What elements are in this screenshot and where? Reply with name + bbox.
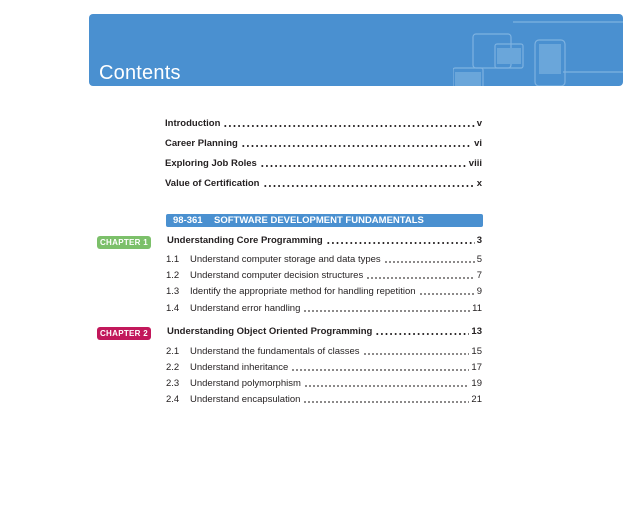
- toc-entry-page: v: [476, 118, 482, 129]
- section-page: 7: [476, 270, 482, 281]
- dot-leader: [260, 165, 467, 167]
- toc-section-2-3[interactable]: [166, 377, 482, 390]
- toc-entry-page: x: [476, 178, 482, 189]
- section-number: 2.1: [166, 346, 180, 357]
- toc-entry-label: Introduction: [165, 118, 221, 129]
- dot-leader: [304, 385, 470, 387]
- toc-entry-label: Career Planning: [165, 138, 238, 149]
- chapter-title: Understanding Core Programming: [167, 235, 323, 246]
- section-page: 15: [471, 346, 482, 357]
- page-title: Contents: [99, 62, 181, 84]
- dot-leader: [363, 353, 470, 355]
- section-number: 1.1: [166, 254, 180, 265]
- toc-entry-label: Exploring Job Roles: [165, 158, 257, 169]
- section-number: 1.4: [166, 303, 180, 314]
- section-title: Understand the fundamentals of classes: [190, 346, 360, 357]
- section-page: 19: [471, 378, 482, 389]
- dot-leader: [419, 293, 475, 295]
- toc-entry-label: Value of Certification: [165, 178, 260, 189]
- toc-chapter-2[interactable]: [167, 325, 482, 338]
- dot-leader: [366, 277, 475, 279]
- chapter-page: 3: [476, 235, 482, 246]
- section-number: 1.3: [166, 286, 180, 297]
- chapter-1-badge: CHAPTER 1: [97, 236, 151, 249]
- toc-section-1-1[interactable]: [166, 253, 482, 266]
- section-title: Understand polymorphism: [190, 378, 301, 389]
- toc-chapter-1[interactable]: [167, 234, 482, 247]
- dot-leader: [303, 310, 470, 312]
- chapter-2-badge: CHAPTER 2: [97, 327, 151, 340]
- section-page: 11: [472, 303, 482, 314]
- dot-leader: [241, 145, 472, 147]
- section-number: 2.2: [166, 362, 180, 373]
- toc-section-2-4[interactable]: [166, 393, 482, 406]
- toc-section-2-2[interactable]: [166, 361, 482, 374]
- section-number: 2.3: [166, 378, 180, 389]
- toc-section-2-1[interactable]: [166, 345, 482, 358]
- exam-code: 98-361: [173, 215, 203, 226]
- toc-entry-introduction[interactable]: [165, 117, 482, 131]
- section-title: Understand computer decision structures: [190, 270, 364, 281]
- section-title: Identify the appropriate method for handling repetition: [190, 286, 416, 297]
- toc-section-1-3[interactable]: [166, 285, 482, 298]
- section-title: Understand computer storage and data types: [190, 254, 381, 265]
- part-header: [166, 214, 483, 227]
- device-outline-decoration-icon: [453, 14, 623, 86]
- toc-entry-page: vi: [474, 138, 482, 149]
- dot-leader: [263, 185, 475, 187]
- section-number: 1.2: [166, 270, 180, 281]
- section-number: 2.4: [166, 394, 180, 405]
- dot-leader: [326, 242, 475, 244]
- toc-section-1-4[interactable]: [166, 302, 482, 315]
- dot-leader: [223, 125, 474, 127]
- toc-section-1-2[interactable]: [166, 269, 482, 282]
- dot-leader: [384, 261, 475, 263]
- dot-leader: [375, 333, 469, 335]
- part-title: SOFTWARE DEVELOPMENT FUNDAMENTALS: [214, 215, 424, 226]
- section-page: 9: [476, 286, 482, 297]
- section-page: 5: [476, 254, 482, 265]
- header-banner: [89, 14, 623, 86]
- section-title: Understand inheritance: [190, 362, 289, 373]
- section-page: 21: [471, 394, 482, 405]
- chapter-page: 13: [471, 326, 482, 337]
- toc-entry-page: viii: [468, 158, 482, 169]
- dot-leader: [291, 369, 469, 371]
- section-title: Understand encapsulation: [190, 394, 301, 405]
- toc-entry-exploring-job-roles[interactable]: [165, 157, 482, 171]
- toc-entry-value-of-certification[interactable]: [165, 177, 482, 191]
- section-page: 17: [471, 362, 482, 373]
- chapter-title: Understanding Object Oriented Programming: [167, 326, 373, 337]
- section-title: Understand error handling: [190, 303, 301, 314]
- toc-entry-career-planning[interactable]: [165, 137, 482, 151]
- dot-leader: [303, 401, 469, 403]
